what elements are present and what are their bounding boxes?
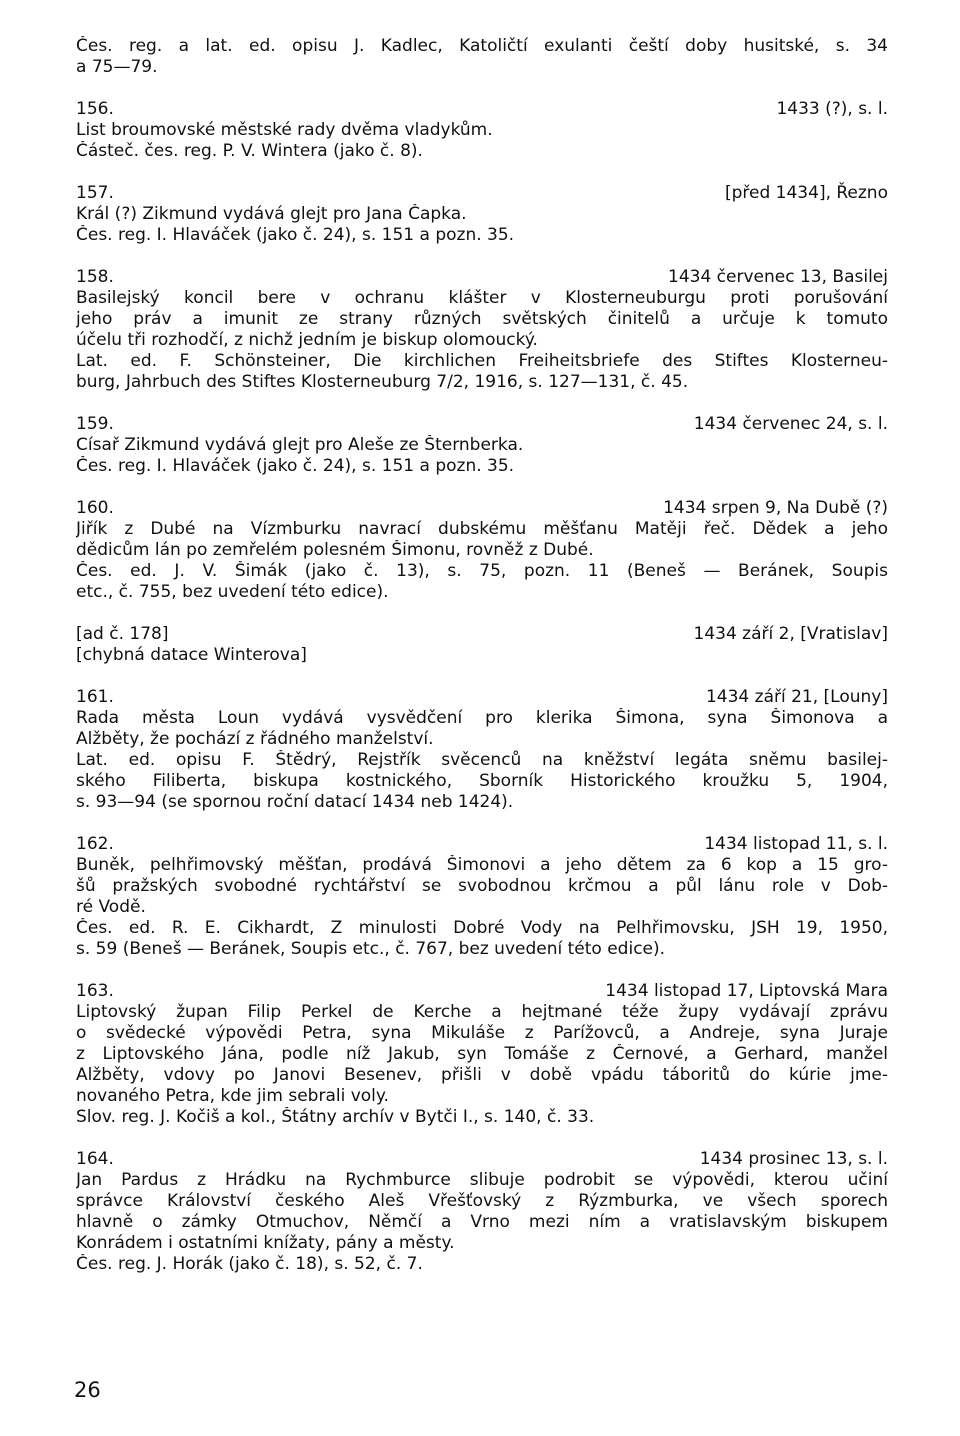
- entry-number: 159.: [76, 414, 114, 434]
- entry-header: [76, 414, 888, 435]
- entry-text-line: Lat. ed. F. Schönsteiner, Die kirchlichen Freiheitsbriefe des Stiftes Klosterneu-: [76, 351, 888, 371]
- entry-text-line: Čes. reg. J. Horák (jako č. 18), s. 52, č. 7.: [76, 1254, 423, 1274]
- entry-text-line: s. 59 (Beneš — Beránek, Soupis etc., č. 767, bez uvedení této edice).: [76, 939, 666, 959]
- entry-date-place: 1434 prosinec 13, s. l.: [699, 1149, 888, 1169]
- entry-number: 160.: [76, 498, 114, 518]
- entry-number: 162.: [76, 834, 114, 854]
- entry-number: [ad č. 178]: [76, 624, 169, 644]
- entry-text-line: Částeč. čes. reg. P. V. Wintera (jako č. 8).: [76, 141, 423, 161]
- entry-text-line: Čes. reg. I. Hlaváček (jako č. 24), s. 151 a pozn. 35.: [76, 456, 515, 476]
- entry-header: [76, 99, 888, 120]
- entry-header: [76, 981, 888, 1002]
- intro-line: a 75—79.: [76, 57, 158, 77]
- entry-date-place: 1434 listopad 11, s. l.: [704, 834, 888, 854]
- entry-text-line: burg, Jahrbuch des Stiftes Klosterneuburg 7/2, 1916, s. 127—131, č. 45.: [76, 372, 689, 392]
- page-number: 26: [74, 1378, 101, 1402]
- entry-header: [76, 183, 888, 204]
- entry-number: 158.: [76, 267, 114, 287]
- entry-text-line: správce Království českého Aleš Vřešťovský z Rýzmburka, ve všech sporech: [76, 1191, 888, 1211]
- intro-paragraph: [76, 36, 888, 78]
- entry-text-line: Alžběty, vdovy po Janovi Besenev, přišli v době vpádu táboritů do kúrie jme-: [76, 1065, 888, 1085]
- regest-entry: [76, 414, 888, 477]
- regest-entry: [76, 624, 888, 666]
- document-page: [76, 36, 888, 1296]
- entry-text-line: Císař Zikmund vydává glejt pro Aleše ze Šternberka.: [76, 435, 524, 455]
- entry-text-line: Král (?) Zikmund vydává glejt pro Jana Čapka.: [76, 204, 467, 224]
- entry-text-line: účelu tři rozhodčí, z nichž jedním je biskup olomoucký.: [76, 330, 538, 350]
- entry-text-line: [chybná datace Winterova]: [76, 645, 307, 665]
- entry-number: 161.: [76, 687, 114, 707]
- intro-line: Čes. reg. a lat. ed. opisu J. Kadlec, Katoličtí exulanti čeští doby husitské, s. 34: [76, 36, 888, 56]
- entry-text-line: jeho práv a imunit ze strany různých světských činitelů a určuje k tomuto: [76, 309, 888, 329]
- regest-entry: [76, 687, 888, 813]
- entry-header: [76, 267, 888, 288]
- entry-text-line: o svědecké výpovědi Petra, syna Mikuláše z Parížovců, a Andreje, syna Juraje: [76, 1023, 888, 1043]
- entry-header: [76, 498, 888, 519]
- regest-entry: [76, 1149, 888, 1275]
- entry-date-place: 1433 (?), s. l.: [776, 99, 888, 119]
- entry-text-line: novaného Petra, kde jim sebrali voly.: [76, 1086, 389, 1106]
- entry-text-line: Lat. ed. opisu F. Štědrý, Rejstřík svěcenců na kněžství legáta sněmu basilej-: [76, 750, 888, 770]
- entry-text-line: Slov. reg. J. Kočiš a kol., Štátny archív v Bytči I., s. 140, č. 33.: [76, 1107, 595, 1127]
- regest-entry: [76, 834, 888, 960]
- entry-text-line: dědicům lán po zemřelém polesném Šimonu, rovněž z Dubé.: [76, 540, 594, 560]
- entry-date-place: 1434 září 21, [Louny]: [705, 687, 888, 707]
- entry-text-line: Čes. reg. I. Hlaváček (jako č. 24), s. 151 a pozn. 35.: [76, 225, 515, 245]
- regest-entry: [76, 99, 888, 162]
- entry-text-line: ré Vodě.: [76, 897, 146, 917]
- entry-text-line: List broumovské městské rady dvěma vladykům.: [76, 120, 493, 140]
- entry-text-line: hlavně o zámky Otmuchov, Němčí a Vrno mezi ním a vratislavským biskupem: [76, 1212, 888, 1232]
- entry-text-line: Jiřík z Dubé na Vízmburku navrací dubskému měšťanu Matěji řeč. Dědek a jeho: [76, 519, 888, 539]
- entry-header: [76, 1149, 888, 1170]
- entry-text-line: Liptovský župan Filip Perkel de Kerche a hejtmané téže župy vydávají zprávu: [76, 1002, 888, 1022]
- entry-text-line: Buněk, pelhřimovský měšťan, prodává Šimonovi a jeho dětem za 6 kop a 15 gro-: [76, 855, 888, 875]
- regest-entry: [76, 267, 888, 393]
- entry-text-line: ského Filiberta, biskupa kostnického, Sborník Historického kroužku 5, 1904,: [76, 771, 888, 791]
- entry-date-place: 1434 srpen 9, Na Dubě (?): [663, 498, 888, 518]
- entry-number: 157.: [76, 183, 114, 203]
- regest-entries: [76, 99, 888, 1275]
- entry-text-line: etc., č. 755, bez uvedení této edice).: [76, 582, 389, 602]
- entry-text-line: s. 93—94 (se spornou roční datací 1434 neb 1424).: [76, 792, 514, 812]
- entry-text-line: z Liptovského Jána, podle níž Jakub, syn Tomáše z Černové, a Gerhard, manžel: [76, 1044, 888, 1064]
- entry-number: 156.: [76, 99, 114, 119]
- entry-header: [76, 687, 888, 708]
- entry-number: 164.: [76, 1149, 114, 1169]
- regest-entry: [76, 981, 888, 1128]
- entry-text-line: Čes. ed. J. V. Šimák (jako č. 13), s. 75, pozn. 11 (Beneš — Beránek, Soupis: [76, 561, 888, 581]
- entry-text-line: Konrádem i ostatními knížaty, pány a městy.: [76, 1233, 455, 1253]
- entry-text-line: Čes. ed. R. E. Cikhardt, Z minulosti Dobré Vody na Pelhřimovsku, JSH 19, 1950,: [76, 918, 888, 938]
- regest-entry: [76, 498, 888, 603]
- entry-date-place: [před 1434], Řezno: [724, 183, 888, 203]
- regest-entry: [76, 183, 888, 246]
- entry-text-line: šů pražských svobodné rychtářství se svobodnou krčmou a půl lánu role v Dob-: [76, 876, 888, 896]
- entry-text-line: Rada města Loun vydává vysvědčení pro klerika Šimona, syna Šimonova a: [76, 708, 888, 728]
- entry-date-place: 1434 září 2, [Vratislav]: [693, 624, 888, 644]
- entry-date-place: 1434 červenec 24, s. l.: [693, 414, 888, 434]
- entry-text-line: Jan Pardus z Hrádku na Rychmburce slibuje podrobit se výpovědi, kterou učiní: [76, 1170, 888, 1190]
- entry-text-line: Alžběty, že pochází z řádného manželství.: [76, 729, 434, 749]
- entry-date-place: 1434 listopad 17, Liptovská Mara: [605, 981, 888, 1001]
- entry-number: 163.: [76, 981, 114, 1001]
- entry-header: [76, 834, 888, 855]
- entry-date-place: 1434 červenec 13, Basilej: [668, 267, 888, 287]
- entry-header: [76, 624, 888, 645]
- entry-text-line: Basilejský koncil bere v ochranu klášter v Klosterneuburgu proti porušování: [76, 288, 888, 308]
